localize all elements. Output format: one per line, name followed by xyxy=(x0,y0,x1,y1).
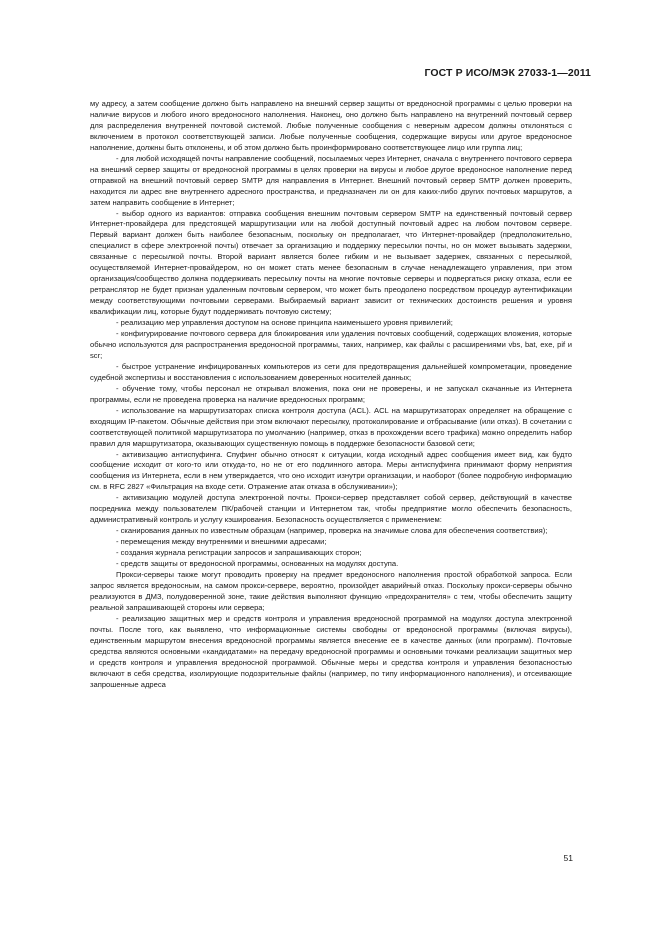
sub-list-item: - создания журнала регистрации запросов и запрашивающих сторон; xyxy=(116,548,362,558)
list-item: - конфигурирование почтового сервера для блокирования или удаления почтовых сообщений, содержащих вложения, которые обычно используются для распространения вредоносной программы, таких, например, как файлы с расширениями vbs, bat, exe, pif и scr; xyxy=(90,329,572,360)
list-item: - использование на маршрутизаторах списка контроля доступа (ACL). ACL на маршрутизаторах определяет на обращение с входящим IP-пакетом. Обычные действия при этом включают пересылку, протоколирование и отбрасывание (или отказ). В сочетании с соответствующей политикой маршрутизатора по умолчанию (например, отказ в прохождении всего трафика) можно определить набор правил для маршрутизатора, оказывающих существенную помощь в поддержке безопасности базовой сети; xyxy=(90,405,572,448)
list-item: - реализацию мер управления доступом на основе принципа наименьшего уровня привилегий; xyxy=(116,318,453,328)
sub-list-item: - перемещения между внутренними и внешними адресами; xyxy=(116,537,327,547)
sub-list-item: - средств защиты от вредоносной программы, основанных на модулях доступа. xyxy=(116,559,399,569)
standard-header: ГОСТ Р ИСО/МЭК 27033-1—2011 xyxy=(424,67,591,79)
page-number: 51 xyxy=(563,853,573,863)
sub-list-item: - сканирования данных по известным образцам (например, проверка на значимые слова для обеспечения соответствия); xyxy=(116,526,548,536)
paragraph: Прокси-серверы также могут проводить проверку на предмет вредоносного наполнения простой обработкой запроса. Если запрос является вредоносным, на самом прокси-сервере, вероятно, произойдет аварийный отказ. Поскольку прокси-серверы обычно реализуются в ДМЗ, полудоверенной зоне, такие действия выполняют функцию «предохранителя» с тем, чтобы обеспечить защиту реальной запрашивающей стороны или сервера; xyxy=(90,569,572,612)
list-item: - обучение тому, чтобы персонал не открывал вложения, пока они не проверены, и не запускал скачанные из Интернета программы, если не проведена проверка на наличие вредоносных программ; xyxy=(90,383,572,404)
list-item: - активизацию модулей доступа электронной почты. Прокси-сервер представляет собой сервер, действующий в качестве посредника между пользователем ПК/рабочей станции и Интернетом так, чтобы предприятие могло обеспечить безопасность, административный контроль и услугу кэширования. Безопасность осуществляется с применением: xyxy=(90,493,572,525)
list-item: - активизацию антиспуфинга. Спуфинг обычно относят к ситуации, когда исходный адрес сообщения имеет вид, как будто сообщение исходит от кого-то или откуда-то, но не от его подлинного автора. Меры антиспуфинга принимают форму неприятия сообщения из Интернета, если в нем утверждается, что оно исходит изнутри организации, и наоборот (более подробную информацию см. в RFC 2827 «Фильтрация на входе сети. Отражение атак отказа в обслуживании»); xyxy=(90,449,572,492)
body-text xyxy=(90,99,572,690)
list-item: - для любой исходящей почты направление сообщений, посылаемых через Интернет, сначала с внутреннего почтового сервера на внешний сервер защиты от вредоносной программы в целях проверки на вирусы и любое другое вредоносное наполнение перед отправкой на внешний почтовый сервер SMTP для направления в Интернет. Внешний почтовый сервер SMTP должен проверить, находится ли адрес вне внутреннего адресного пространства, и предназначен ли он для каких-либо других почтовых маршрутов, а затем направить сообщение в Интернет; xyxy=(90,153,572,207)
paragraph: му адресу, а затем сообщение должно быть направлено на внешний сервер защиты от вредоносной программы с целью проверки на наличие вирусов и любого иного вредоносного наполнения. Наконец, оно должно быть направлено на внутренний почтовый сервер для распределения внутренней почтовой системой. Любые полученные сообщения с неверным адресом должны отклоняться с включением в протокол соответствующей записи. Любые полученные сообщения, содержащие вирусы или другое вредоносное наполнение, должны быть отклонены, и об этом должно быть проинформировано соответствующее лицо или группа лиц; xyxy=(90,99,572,152)
list-item: - реализацию защитных мер и средств контроля и управления вредоносной программой на модулях доступа электронной почты. После того, как выявлено, что информационные системы свободны от вредоносной программы (включая вирусы), единственным маршрутом внесения вредоносной программы является внесение ее в качестве данных (или программ). Почтовые средства являются основными «кандидатами» на передачу вредоносной программы и основными точками реализации защитных мер и средств контроля и управления вредоносной программой. Обычные меры и средства контроля и управления безопасностью включают в себя средства, изолирующие подозрительные файлы (например, по типу информационного наполнения), и отсеивающие запрошенные адреса xyxy=(90,613,572,689)
list-item: - быстрое устранение инфицированных компьютеров из сети для предотвращения дальнейшей компрометации, проведение судебной экспертизы и восстановления с использованием доверенных носителей данных; xyxy=(90,361,572,382)
list-item: - выбор одного из вариантов: отправка сообщения внешним почтовым сервером SMTP на единственный почтовый сервер Интернет-провайдера для предстоящей маршрутизации или на любой доступный почтовый адрес на любом почтовом сервере. Первый вариант должен быть наиболее безопасным, поскольку он предполагает, что Интернет-провайдер (предположительно, специалист в сфере электронной почты) отвечает за организацию и поддержку пересылки почты, но он может вызывать задержки, связанные с пересылкой почты. Второй вариант является более гибким и не вызывает задержек, связанных с пересылкой, осуществляемой Интернет-провайдером, но он может стать менее безопасным в случае ненадлежащего управления, при этом организация/сообщество должна поддерживать пересылку почты на многие почтовые серверы и подвергаться риску отказа, если ее ретранслятор не будет признан удаленным почтовым сервером, что может быть преодолено посредством процедур аутентификации между соответствующими почтовыми серверами. Выбираемый вариант зависит от технических достоинств решения и уровня квалификации лиц, которые будут поддерживать почтовую систему; xyxy=(90,208,572,317)
